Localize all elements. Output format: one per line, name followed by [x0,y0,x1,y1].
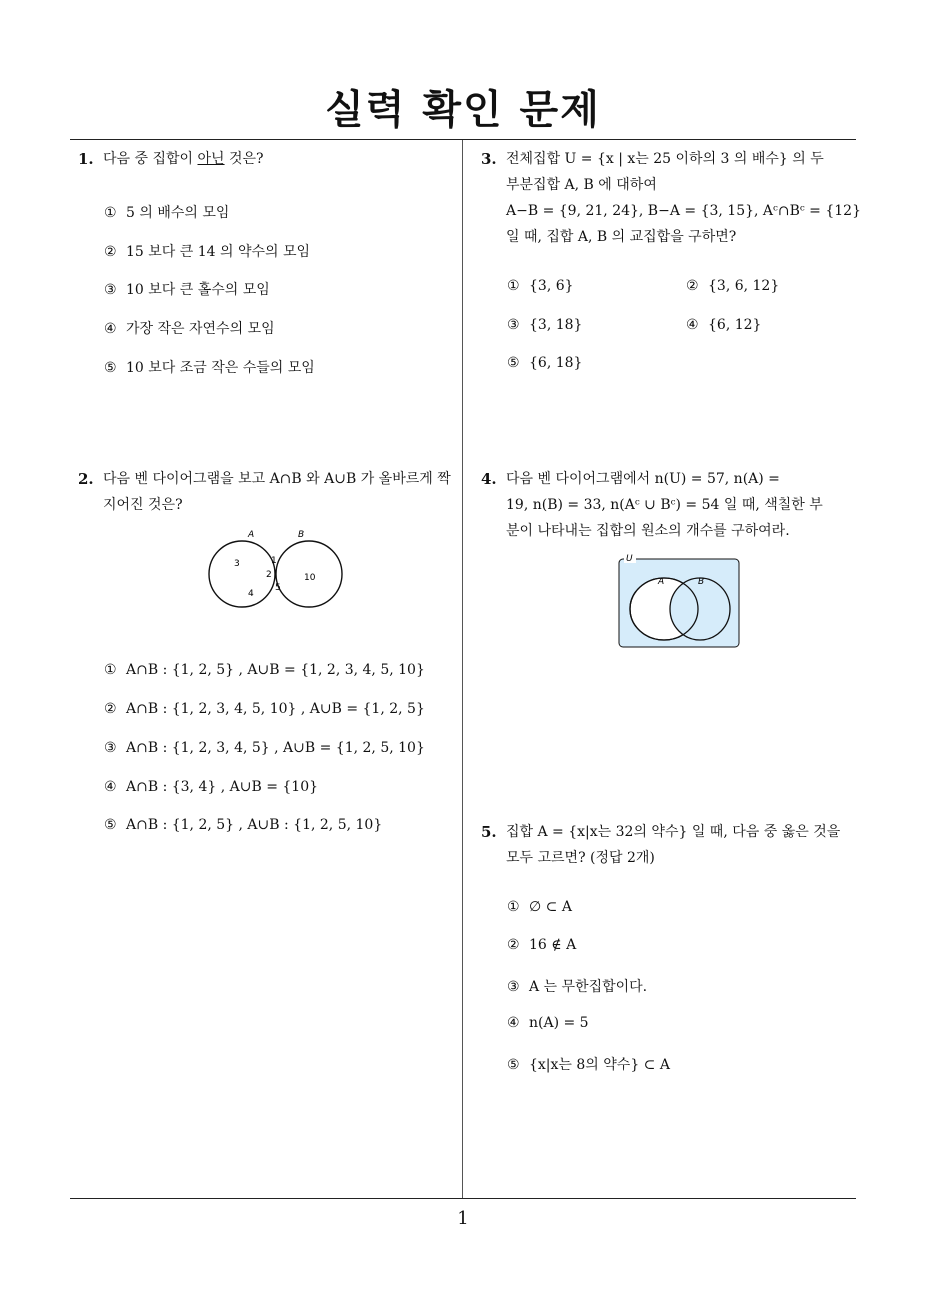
option-5[interactable] [507,1054,670,1074]
stem-underline: 아닌 [197,151,225,167]
option-mark: ② [104,244,117,260]
venn-element: 4 [248,589,254,599]
stem-line: 19, n(B) = 33, n(Aᶜ ∪ Bᶜ) = 54 일 때, 색칠한 부 [506,497,823,513]
question-2-stem [78,466,458,518]
option-mark: ④ [686,317,699,333]
column-divider [462,140,463,1198]
option-text: A∩B : {1, 2, 5} , A∪B = {1, 2, 3, 4, 5, 10} [126,662,425,678]
stem-line: 분이 나타내는 집합의 원소의 개수를 구하여라. [506,523,790,539]
option-4[interactable] [507,1015,589,1031]
top-rule [70,139,856,140]
option-mark: ① [104,205,117,221]
venn-diagram-shaded [616,552,742,650]
question-4-stem [481,466,861,544]
option-5[interactable] [104,357,315,377]
stem-line: 일 때, 집합 A, B 의 교집합을 구하면? [506,229,737,245]
option-4[interactable] [104,779,318,795]
option-mark: ① [104,662,117,678]
option-5[interactable] [507,355,582,371]
option-mark: ③ [507,317,520,333]
page-title: 실력 확인 문제 [325,87,601,133]
option-text: {3, 6} [529,278,574,294]
stem-line: A−B = {9, 21, 24}, B−A = {3, 15}, Aᶜ∩Bᶜ = {12} [506,203,861,219]
venn-element: 5 [275,583,281,593]
option-text: {x|x는 8의 약수} ⊂ A [529,1057,670,1073]
venn-element: 2 [266,570,272,580]
question-number: 3. [481,150,497,168]
option-3[interactable] [104,740,425,756]
question-3-stem [481,146,861,250]
option-3[interactable] [507,976,647,996]
venn-element: 1 [271,556,277,566]
stem-text: 다음 벤 다이어그램을 보고 A∩B 와 A∪B 가 올바르게 짝지어진 것은? [103,471,451,513]
option-text: n(A) = 5 [529,1015,589,1031]
option-3[interactable] [104,279,270,299]
option-1[interactable] [507,278,574,294]
option-mark: ③ [104,740,117,756]
option-text: 5 의 배수의 모임 [126,205,230,221]
option-mark: ⑤ [507,355,520,371]
question-number: 2. [78,470,94,488]
option-mark: ⑤ [507,1057,520,1073]
option-4[interactable] [686,317,761,333]
question-number: 1. [78,150,94,168]
option-text: 10 보다 조금 작은 수들의 모임 [126,360,315,376]
stem-line: 모두 고르면? (정답 2개) [506,850,655,866]
stem-line: 부분집합 A, B 에 대하여 [506,177,657,193]
option-text: A∩B : {1, 2, 5} , A∪B : {1, 2, 5, 10} [126,817,383,833]
option-text: A 는 무한집합이다. [529,979,648,995]
venn-label-a: A [248,530,255,540]
option-text: 10 보다 큰 홀수의 모임 [126,282,270,298]
option-text: 16 ∉ A [529,937,577,953]
option-mark: ③ [507,979,520,995]
option-mark: ③ [104,282,117,298]
option-mark: ① [507,278,520,294]
option-2[interactable] [507,937,576,953]
option-2[interactable] [686,278,779,294]
option-mark: ④ [104,321,117,337]
stem-line: 집합 A = {x|x는 32의 약수} 일 때, 다음 중 옳은 것을 [506,824,841,840]
option-1[interactable] [104,202,229,222]
option-text: 15 보다 큰 14 의 약수의 모임 [126,244,311,260]
option-1[interactable] [104,662,425,678]
option-1[interactable] [507,899,572,915]
venn-element: 10 [304,573,316,583]
option-text: {3, 18} [529,317,583,333]
option-text: 가장 작은 자연수의 모임 [126,321,275,337]
venn-label-u: U [626,554,633,564]
venn-diagram-ab [200,526,350,618]
option-mark: ④ [104,779,117,795]
venn-element: 3 [234,559,240,569]
stem-line: 다음 벤 다이어그램에서 n(U) = 57, n(A) = [506,471,780,487]
option-mark: ⑤ [104,817,117,833]
option-text: A∩B : {1, 2, 3, 4, 5} , A∪B = {1, 2, 5, 10} [126,740,425,756]
option-2[interactable] [104,701,425,717]
bottom-rule [70,1198,856,1199]
option-text: {6, 12} [708,317,762,333]
question-number: 4. [481,470,497,488]
option-mark: ② [507,937,520,953]
option-5[interactable] [104,817,382,833]
option-mark: ② [104,701,117,717]
option-text: {3, 6, 12} [708,278,780,294]
question-1-stem [78,146,453,172]
option-4[interactable] [104,318,275,338]
question-5-stem [481,819,861,871]
stem-text: 다음 중 집합이 [103,151,198,167]
option-text: {6, 18} [529,355,583,371]
option-3[interactable] [507,317,582,333]
option-2[interactable] [104,241,310,261]
venn-label-a: A [658,577,665,587]
option-text: A∩B : {3, 4} , A∪B = {10} [126,779,319,795]
option-mark: ⑤ [104,360,117,376]
option-text: ∅ ⊂ A [529,899,572,915]
question-number: 5. [481,823,497,841]
option-text: A∩B : {1, 2, 3, 4, 5, 10} , A∪B = {1, 2, 5} [126,701,425,717]
venn-circle-b [670,578,730,640]
venn-label-b: B [698,577,705,587]
stem-line: 전체집합 U = {x | x는 25 이하의 3 의 배수} 의 두 [506,151,824,167]
option-mark: ① [507,899,520,915]
page-number: 1 [457,1208,469,1229]
option-mark: ④ [507,1015,520,1031]
stem-text: 것은? [224,151,264,167]
option-mark: ② [686,278,699,294]
venn-label-b: B [298,530,305,540]
